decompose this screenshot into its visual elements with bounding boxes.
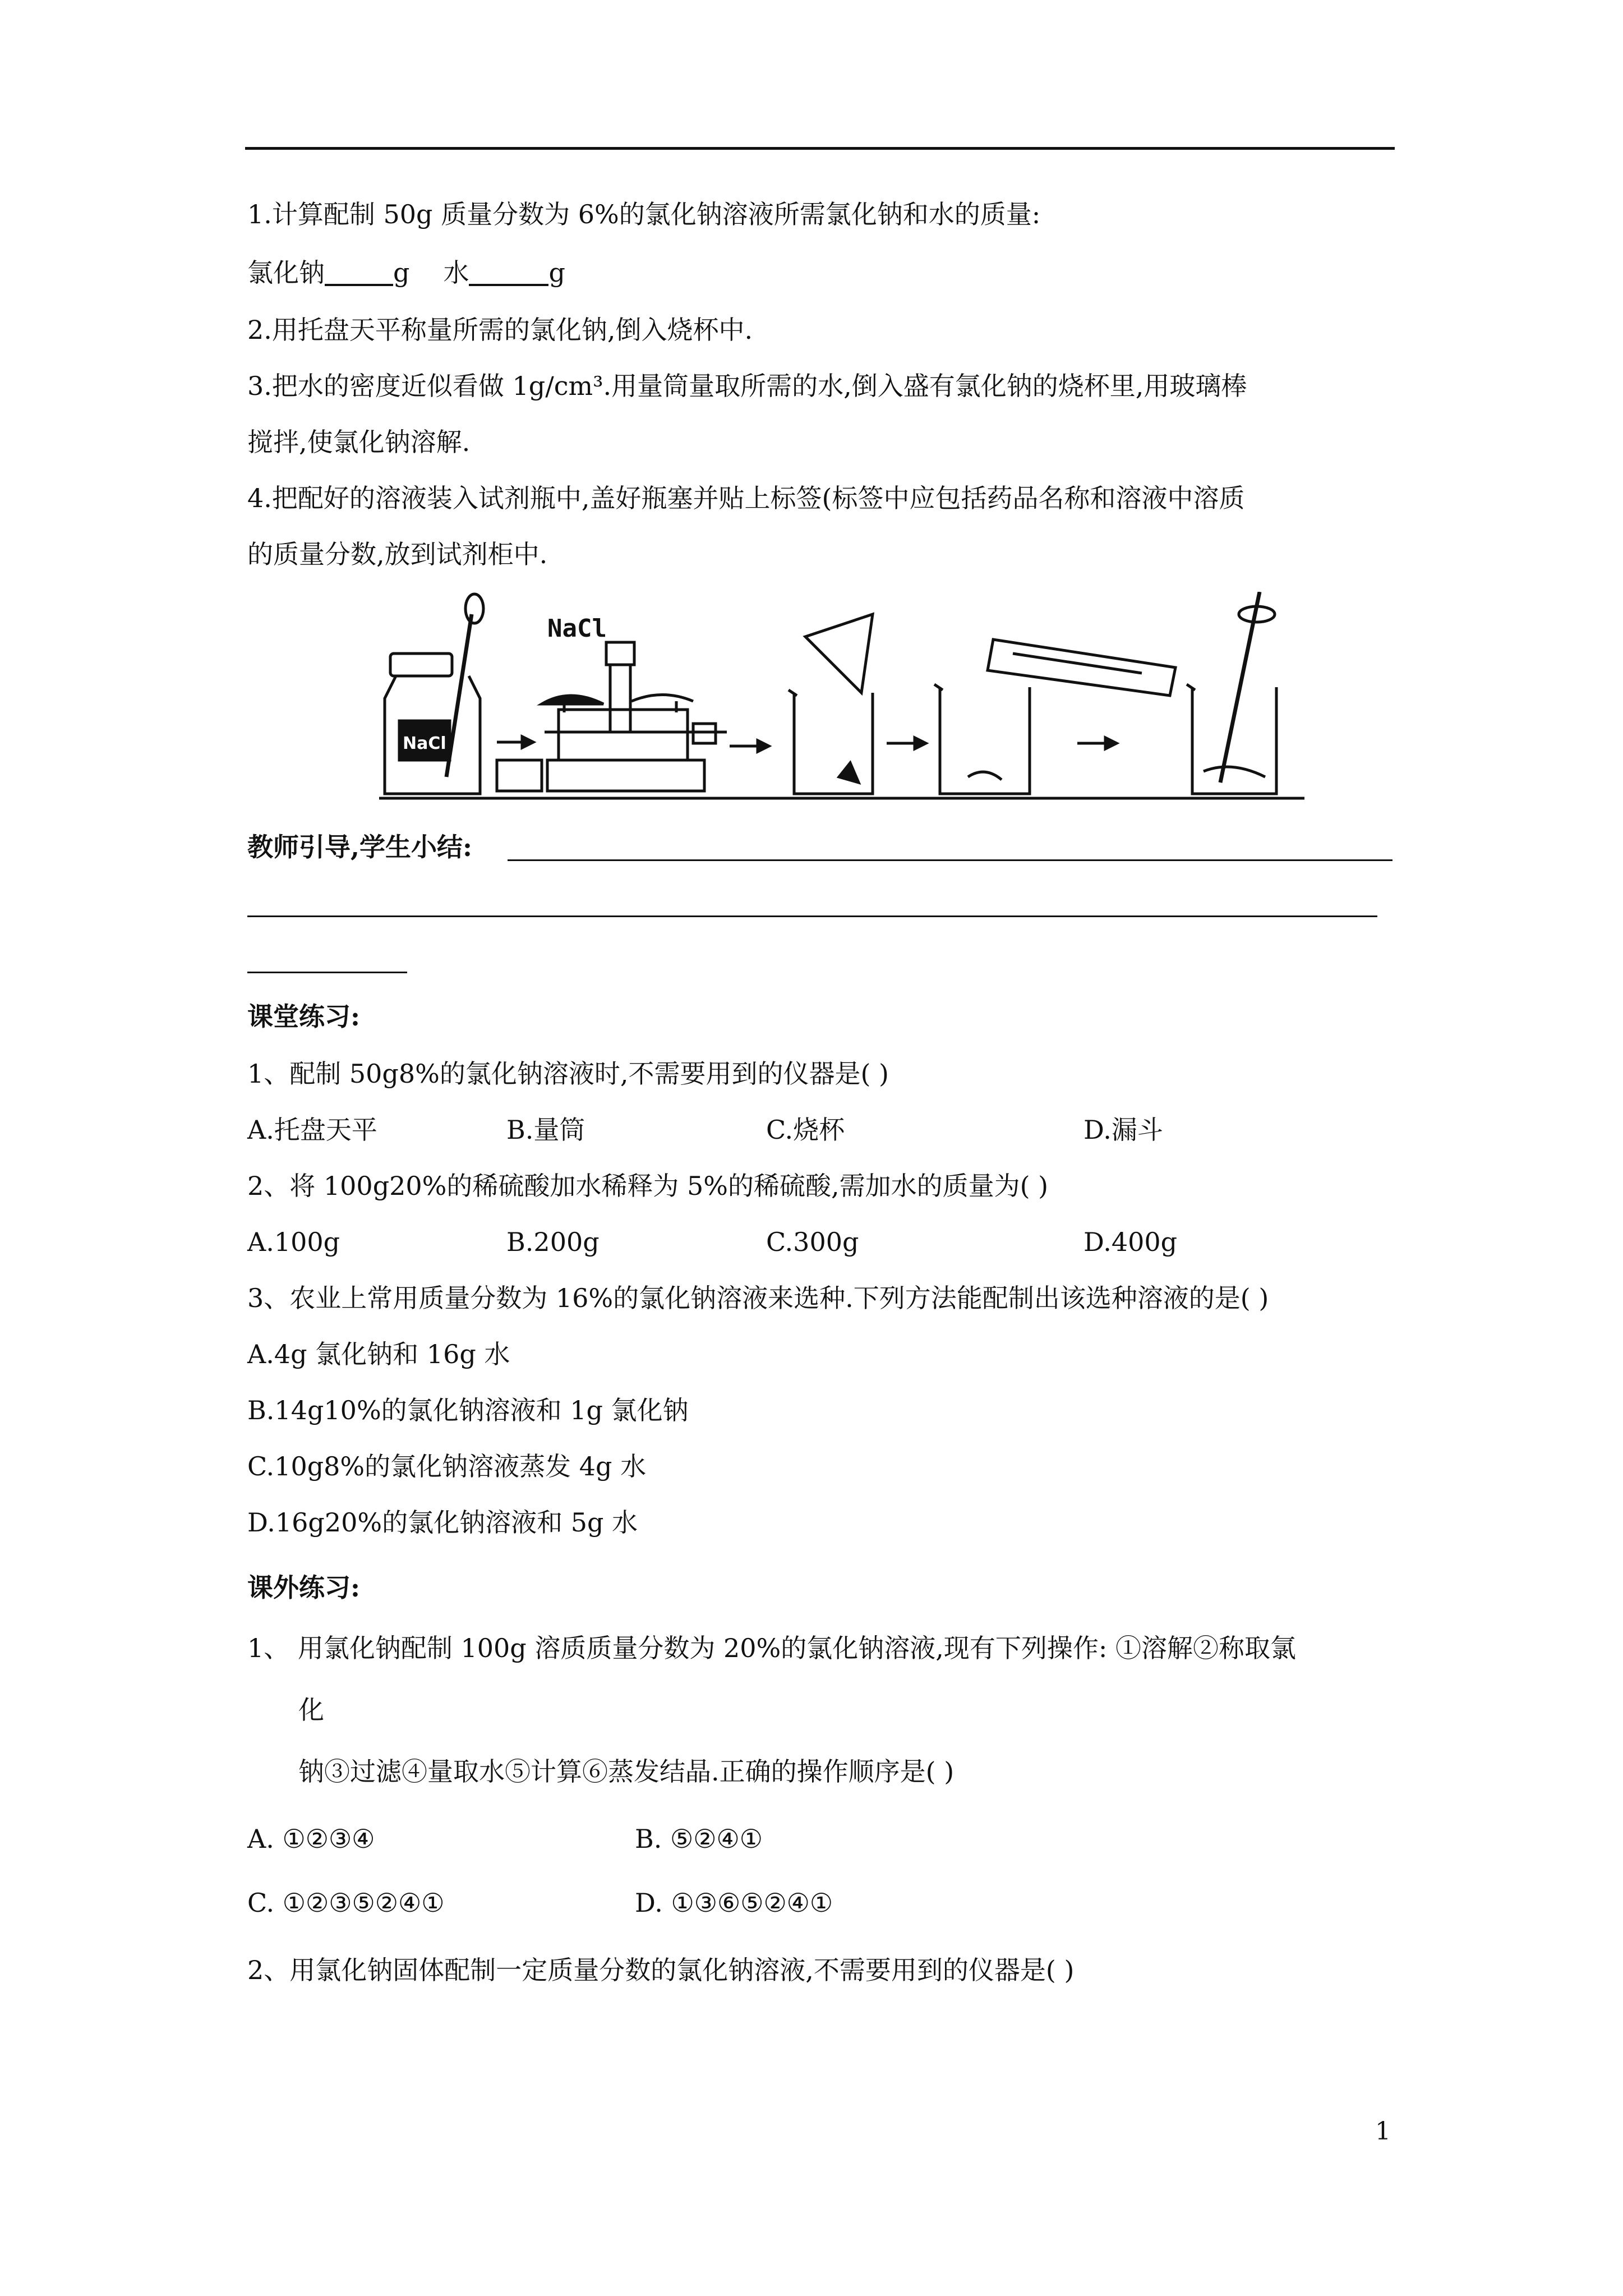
classwork-q2-option-c: C.300g (766, 1227, 859, 1257)
homework-q1-option-b: B. ⑤②④① (635, 1824, 763, 1854)
page-number: 1 (1375, 2117, 1391, 2146)
classwork-q1-option-c: C.烧杯 (766, 1115, 845, 1145)
arrow-icon (730, 740, 769, 752)
jar-label: NaCl (403, 734, 446, 753)
solution-preparation-figure (379, 592, 1304, 805)
weigh-boat-icon (497, 760, 542, 791)
summary-label: 教师引导,学生小结: (247, 832, 472, 862)
homework-q2: 2、用氯化钠固体配制一定质量分数的氯化钠溶液,不需要用到的仪器是( ) (247, 1955, 1075, 1985)
step-4-line-2: 的质量分数,放到试剂柜中. (247, 539, 548, 569)
classwork-q2-option-b: B.200g (506, 1227, 600, 1257)
homework-q1-option-a: A. ①②③④ (247, 1824, 375, 1854)
step-3-line-2: 搅拌,使氯化钠溶解. (247, 427, 471, 457)
unit-g-2: g (548, 257, 565, 288)
homework-q1-line-1: 1、 用氯化钠配制 100g 溶质质量分数为 20%的氯化钠溶液,现有下列操作: ①溶解②称取氯 (247, 1633, 1296, 1663)
classwork-q3-option-b: B.14g10%的氯化钠溶液和 1g 氯化钠 (247, 1395, 689, 1425)
classwork-q1: 1、配制 50g8%的氯化钠溶液时,不需要用到的仪器是( ) (247, 1059, 889, 1089)
summary-answer-line-1[interactable] (508, 859, 1393, 861)
step-1: 1.计算配制 50g 质量分数为 6%的氯化钠溶液所需氯化钠和水的质量: (247, 199, 1041, 229)
classwork-q1-option-d: D.漏斗 (1083, 1115, 1163, 1145)
header-rule (245, 147, 1395, 150)
step-2: 2.用托盘天平称量所需的氯化钠,倒入烧杯中. (247, 315, 753, 345)
homework-q1-option-d: D. ①③⑥⑤②④① (635, 1888, 833, 1918)
homework-q1-option-c: C. ①②③⑤②④① (247, 1888, 445, 1918)
classwork-q2-option-d: D.400g (1083, 1227, 1178, 1257)
classwork-q3-option-a: A.4g 氯化钠和 16g 水 (247, 1339, 510, 1369)
nacl-top-label: NaCl (547, 614, 607, 643)
homework-heading: 课外练习: (247, 1572, 360, 1603)
reagent-jar-icon (385, 594, 483, 794)
arrow-icon (1077, 738, 1117, 749)
classwork-q1-option-a: A.托盘天平 (247, 1115, 377, 1145)
step-3-line-1: 3.把水的密度近似看做 1g/cm³.用量筒量取所需的水,倒入盛有氯化钠的烧杯里,用玻璃棒 (247, 371, 1247, 401)
nacl-mass-blank[interactable] (325, 258, 393, 286)
classwork-q1-option-b: B.量筒 (506, 1115, 585, 1145)
classwork-q2: 2、将 100g20%的稀硫酸加水稀释为 5%的稀硫酸,需加水的质量为( ) (247, 1171, 1049, 1201)
homework-q1-line-2: 化 (298, 1695, 324, 1725)
arrow-icon (497, 737, 533, 748)
classwork-q3: 3、农业上常用质量分数为 16%的氯化钠溶液来选种.下列方法能配制出该选种溶液的是( ) (247, 1283, 1269, 1313)
water-mass-blank[interactable] (469, 258, 548, 286)
classwork-heading: 课堂练习: (247, 1001, 360, 1032)
beaker-with-cylinder-icon (934, 639, 1175, 794)
classwork-q3-option-c: C.10g8%的氯化钠溶液蒸发 4g 水 (247, 1451, 647, 1481)
unit-g-1: g (393, 257, 410, 288)
classwork-q3-option-d: D.16g20%的氯化钠溶液和 5g 水 (247, 1507, 638, 1538)
homework-q1-line-3: 钠③过滤④量取水⑤计算⑥蒸发结晶.正确的操作顺序是( ) (298, 1756, 955, 1787)
arrow-icon (887, 738, 926, 749)
water-label: 水 (443, 257, 469, 288)
summary-answer-line-3[interactable] (247, 972, 407, 973)
beaker-with-stirring-rod-icon (1187, 592, 1276, 794)
classwork-q2-option-a: A.100g (247, 1227, 340, 1257)
nacl-label: 氯化钠 (247, 257, 325, 288)
beaker-with-paper-icon (789, 614, 873, 794)
summary-answer-line-2[interactable] (247, 915, 1377, 917)
step-4-line-1: 4.把配好的溶液装入试剂瓶中,盖好瓶塞并贴上标签(标签中应包括药品名称和溶液中溶质 (247, 483, 1245, 513)
step-1-fill-line (247, 256, 565, 289)
balance-icon (542, 642, 727, 791)
